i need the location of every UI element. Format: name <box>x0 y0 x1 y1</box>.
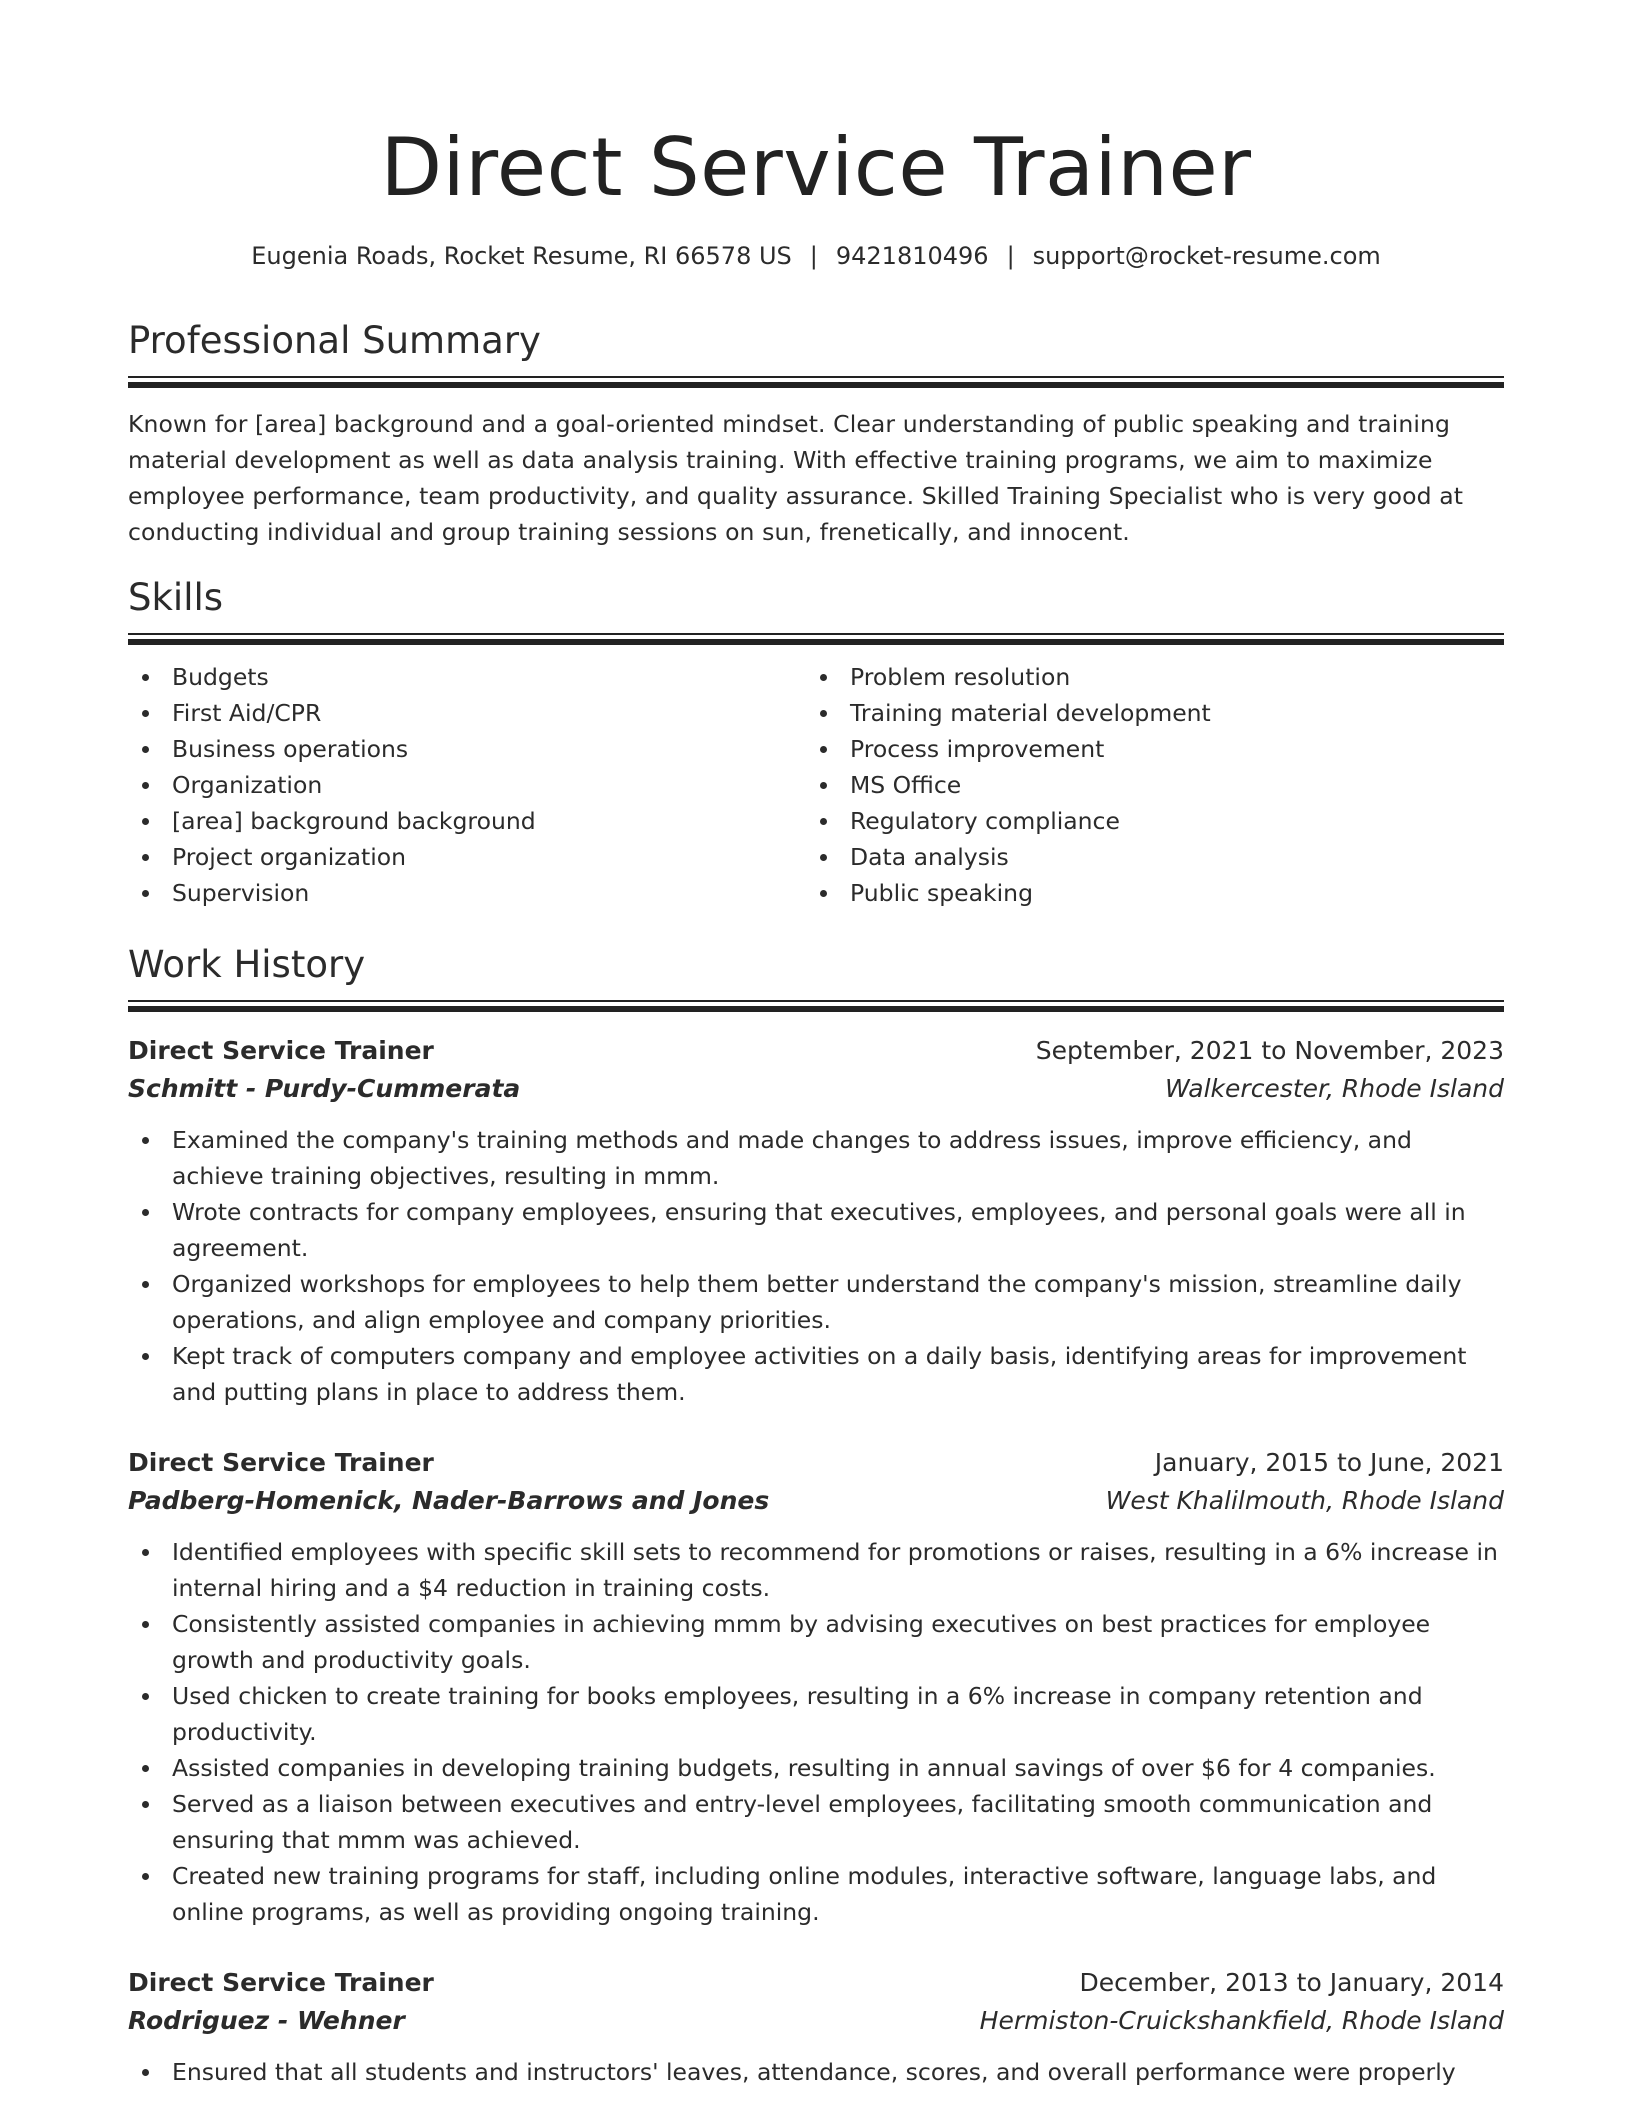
job-location: West Khalilmouth, Rhode Island <box>1105 1486 1504 1515</box>
skill-item: Process improvement <box>806 731 1484 767</box>
skill-item: Regulatory compliance <box>806 803 1484 839</box>
job-title: Direct Service Trainer <box>128 1036 434 1065</box>
section-divider <box>128 376 1504 378</box>
job-company: Rodriguez - Wehner <box>128 2006 405 2035</box>
job-location: Walkercester, Rhode Island <box>1164 1074 1504 1103</box>
skill-item: Problem resolution <box>806 659 1484 695</box>
job-bullet: Kept track of computers company and employee activities on a daily basis, identifying areas for improvement and putting plans in place to address them. <box>128 1338 1504 1410</box>
job-dates: September, 2021 to November, 2023 <box>1035 1036 1504 1065</box>
job-bullet: Consistently assisted companies in achieving mmm by advising executives on best practices for employee growth and productivity goals. <box>128 1606 1504 1678</box>
skill-item: Training material development <box>806 695 1484 731</box>
skill-item: Data analysis <box>806 839 1484 875</box>
contact-line <box>128 238 1504 274</box>
job-bullet: Used chicken to create training for books employees, resulting in a 6% increase in company retention and productivity. <box>128 1678 1504 1750</box>
resume-name: Direct Service Trainer <box>380 121 1252 214</box>
job-dates: January, 2015 to June, 2021 <box>1154 1448 1504 1477</box>
job-bullet: Identified employees with specific skill sets to recommend for promotions or raises, resulting in a 6% increase in internal hiring and a $4 reduction in training costs. <box>128 1534 1504 1606</box>
job-bullets <box>128 1122 1504 1410</box>
skill-item: Supervision <box>128 875 806 911</box>
job-location: Hermiston-Cruickshankfield, Rhode Island <box>979 2006 1504 2035</box>
work-history-section <box>128 940 1504 2090</box>
skill-item: Organization <box>128 767 806 803</box>
job-bullets <box>128 1534 1504 1930</box>
job-entry <box>128 1964 1504 2090</box>
contact-email[interactable]: support@rocket-resume.com <box>1032 242 1381 270</box>
job-bullet: Wrote contracts for company employees, ensuring that executives, employees, and personal goals were all in agreement. <box>128 1194 1504 1266</box>
skill-item: [area] background background <box>128 803 806 839</box>
skill-item: Business operations <box>128 731 806 767</box>
skill-item: Public speaking <box>806 875 1484 911</box>
job-entry <box>128 1032 1504 1410</box>
skill-item: Project organization <box>128 839 806 875</box>
contact-phone: 9421810496 <box>835 242 989 270</box>
job-company: Schmitt - Purdy-Cummerata <box>128 1074 521 1103</box>
job-bullet: Ensured that all students and instructors' leaves, attendance, scores, and overall performance were properly <box>128 2054 1504 2090</box>
job-bullets <box>128 2054 1504 2090</box>
job-title: Direct Service Trainer <box>128 1448 434 1477</box>
skill-item: Budgets <box>128 659 806 695</box>
summary-section <box>128 316 1504 550</box>
work-history-title: Work History <box>128 943 366 986</box>
job-bullet: Assisted companies in developing training budgets, resulting in annual savings of over $6 for 4 companies. <box>128 1750 1504 1786</box>
section-divider <box>128 1006 1504 1012</box>
job-bullet: Served as a liaison between executives and entry-level employees, facilitating smooth communication and ensuring that mmm was achieved. <box>128 1786 1504 1858</box>
skill-item: First Aid/CPR <box>128 695 806 731</box>
section-divider <box>128 639 1504 645</box>
job-bullet: Examined the company's training methods and made changes to address issues, improve efficiency, and achieve training objectives, resulting in mmm. <box>128 1122 1504 1194</box>
skills-column-left <box>128 659 806 911</box>
summary-title: Professional Summary <box>128 319 541 362</box>
job-bullet: Created new training programs for staff, including online modules, interactive software, language labs, and online programs, as well as providing ongoing training. <box>128 1858 1504 1930</box>
section-divider <box>128 633 1504 635</box>
skills-column-right <box>806 659 1484 911</box>
contact-separator: | <box>809 242 818 270</box>
job-bullet: Organized workshops for employees to help them better understand the company's mission, streamline daily operations, and align employee and company priorities. <box>128 1266 1504 1338</box>
skill-item: MS Office <box>806 767 1484 803</box>
skills-list <box>128 659 1504 911</box>
job-entry <box>128 1444 1504 1930</box>
job-company: Padberg-Homenick, Nader-Barrows and Jones <box>128 1486 770 1515</box>
summary-text: Known for [area] background and a goal-oriented mindset. Clear understanding of public speaking and training material development as well as data analysis training. With effective training programs, we aim to maximize employee performance, team productivity, and quality assurance. Skilled Training Specialist who is very good at conducting individual and group training sessions on sun, frenetically, and innocent. <box>128 410 1464 546</box>
skills-section <box>128 573 1504 911</box>
contact-address: Eugenia Roads, Rocket Resume, RI 66578 US <box>251 242 792 270</box>
section-divider <box>128 382 1504 388</box>
contact-separator: | <box>1006 242 1015 270</box>
job-title: Direct Service Trainer <box>128 1968 434 1997</box>
skills-title: Skills <box>128 576 224 619</box>
job-dates: December, 2013 to January, 2014 <box>1079 1968 1504 1997</box>
section-divider <box>128 1000 1504 1002</box>
